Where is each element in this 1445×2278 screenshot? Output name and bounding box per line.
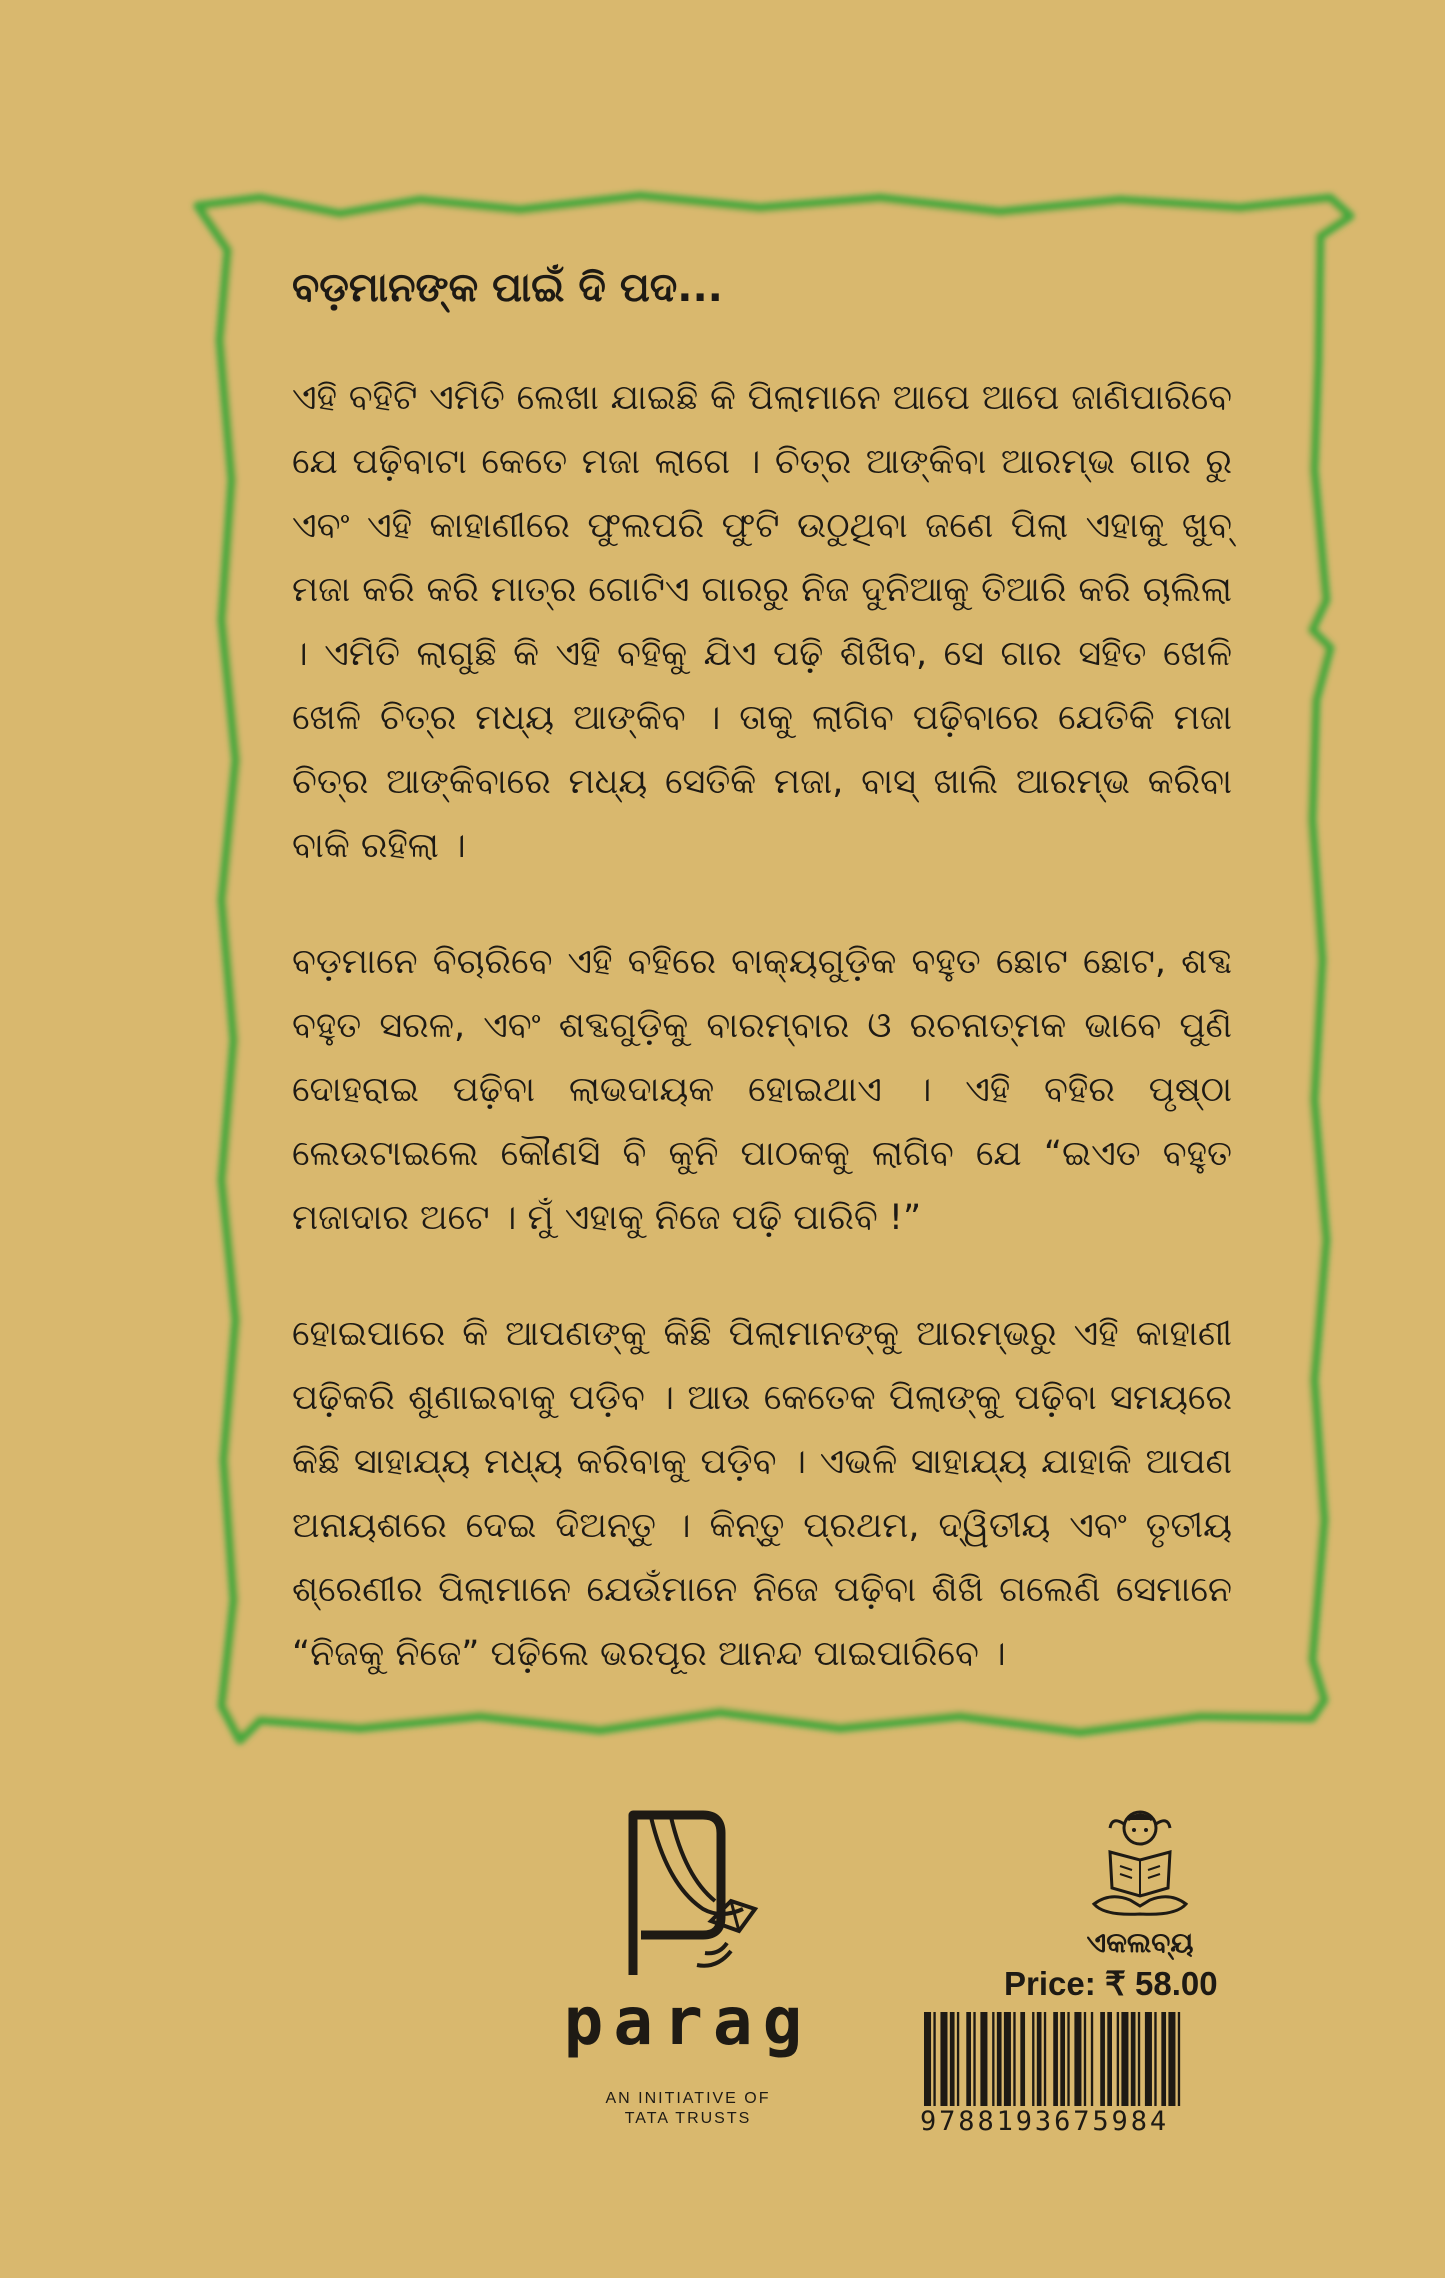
heading: ବଡ଼ମାନଙ୍କ ପାଇଁ ଦି ପଦ... <box>292 265 723 311</box>
girl-reading-icon <box>1080 1808 1200 1920</box>
paragraph-1: ଏହି ବହିଟି ଏମିତି ଲେଖା ଯାଇଛି କି ପିଲାମାନେ ଆପେ ଆପେ ଜାଣିପାରିବେ ଯେ ପଢ଼ିବାଟା କେତେ ମଜା ଲାଗେ । ଚିତ୍ର ଆଙ୍କିବା ଆରମ୍ଭ ଗାର ରୁ ଏବଂ ଏହି କାହାଣୀରେ ଫୁଲପରି ଫୁଟି ଉଠୁଥିବା ଜଣେ ପିଲା ଏହାକୁ ଖୁବ୍ ମଜା କରି କରି ମାତ୍ର ଗୋଟିଏ ଗାରରୁ ନିଜ ଦୁନିଆକୁ ତିଆରି କରି ଚାଲିଲା । ଏମିତି ଲାଗୁଛି କି ଏହି ବହିକୁ ଯିଏ ପଢ଼ି ଶିଖିବ, ସେ ଗାର ସହିତ ଖେଳି ଖେଳି ଚିତ୍ର ମଧ୍ୟ ଆଙ୍କିବ । ତାକୁ ଲାଗିବ ପଢ଼ିବାରେ ଯେତିକି ମଜା ଚିତ୍ର ଆଙ୍କିବାରେ ମଧ୍ୟ ସେତିକି ମଜା, ବାସ୍ ଖାଲି ଆରମ୍ଭ କରିବା ବାକି ରହିଲା । <box>292 378 1232 866</box>
paragraph-2: ବଡ଼ମାନେ ବିଚାରିବେ ଏହି ବହିରେ ବାକ୍ୟଗୁଡ଼ିକ ବହୁତ ଛୋଟ ଛୋଟ, ଶବ୍ଦ ବହୁତ ସରଳ, ଏବଂ ଶବ୍ଦଗୁଡ଼ିକୁ ବାରମ୍ବାର ଓ ରଚନାତ୍ମକ ଭାବେ ପୁଣି ଦୋହରାଇ ପଢ଼ିବା ଲାଭଦାୟକ ହୋଇଥାଏ । ଏହି ବହିର ପୃଷ୍ଠା ଲେଉଟାଇଲେ କୌଣସି ବି କୁନି ପାଠକକୁ ଲାଗିବ ଯେ “ଇଏତ ବହୁତ ମଜାଦାର ଅଟେ । ମୁଁ ଏହାକୁ ନିଜେ ପଢ଼ି ପାରିବି !” <box>292 942 1232 1238</box>
tagline-line-2: TATA TRUSTS <box>624 2110 752 2127</box>
paragraph-3: ହୋଇପାରେ କି ଆପଣଙ୍କୁ କିଛି ପିଲାମାନଙ୍କୁ ଆରମ୍ଭରୁ ଏହି କାହାଣୀ ପଢ଼ିକରି ଶୁଣାଇବାକୁ ପଡ଼ିବ । ଆଉ କେତେକ ପିଲାଙ୍କୁ ପଢ଼ିବା ସମୟରେ କିଛି ସାହାଯ୍ୟ ମଧ୍ୟ କରିବାକୁ ପଡ଼ିବ । ଏଭଳି ସାହାଯ୍ୟ ଯାହାକି ଆପଣ ଅନାୟଶରେ ଦେଇ ଦିଅନ୍ତୁ । କିନ୍ତୁ ପ୍ରଥମ, ଦ୍ୱିତୀୟ ଏବଂ ତୃତୀୟ ଶ୍ରେଣୀର ପିଲାମାନେ ଯେଉଁମାନେ ନିଜେ ପଢ଼ିବା ଶିଖି ଗଲେଣି ସେମାନେ “ନିଜକୁ ନିଜେ” ପଢ଼ିଲେ ଭରପୂର ଆନନ୍ଦ ପାଇପାରିବେ । <box>292 1314 1232 1674</box>
eklavya-logo <box>1040 1808 1240 1960</box>
publisher-tagline <box>548 2089 828 2129</box>
isbn-number: 9788193675984 <box>918 2106 1280 2138</box>
tagline-line-1: AN INITIATIVE OF <box>605 2090 771 2107</box>
publisher-name: parag <box>563 1983 813 2060</box>
co-publisher-name: ଏକଲବ୍ୟ <box>1086 1926 1194 1959</box>
parag-logo <box>548 1805 828 2129</box>
price-label: Price: ₹ 58.00 <box>1004 1965 1218 2002</box>
parag-book-logo-icon <box>593 1805 783 1985</box>
text-block <box>292 262 1232 1738</box>
